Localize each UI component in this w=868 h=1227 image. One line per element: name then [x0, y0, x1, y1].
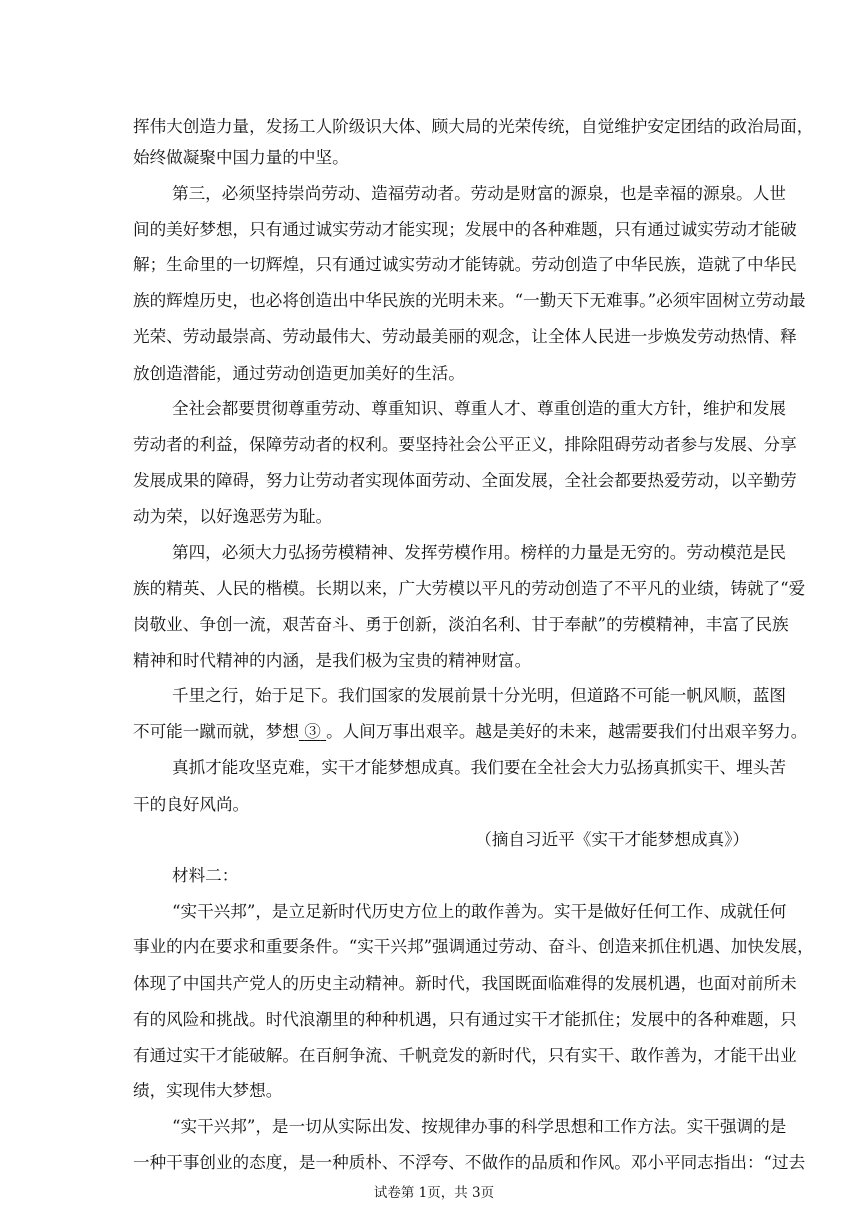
paragraph-start-line: 第三，必须坚持崇尚劳动、造福劳动者。劳动是财富的源泉，也是幸福的源泉。人世	[172, 184, 786, 203]
paragraph-start-line: 真抓才能攻坚克难，实干才能梦想成真。我们要在全社会大力弘扬真抓实干、埋头苦	[172, 758, 786, 777]
text-line: 发展成果的障碍，努力让劳动者实现体面劳动、全面发展，全社会都要热爱劳动，以辛勤劳	[133, 471, 797, 490]
paragraph-start-line: “实干兴邦”，是一切从实际出发、按规律办事的科学思想和工作方法。实干强调的是	[172, 1117, 787, 1136]
text-line: 绩，实现伟大梦想。	[133, 1081, 283, 1100]
paragraph-start-line: 全社会都要贯彻尊重劳动、尊重知识、尊重人才、尊重创造的重大方针，维护和发展	[172, 399, 786, 418]
paragraph-start-line: 千里之行，始于足下。我们国家的发展前景十分光明，但道路不可能一帆风顺，蓝图	[172, 686, 786, 705]
text-line: 族的辉煌历史，也必将创造出中华民族的光明未来。“一勤天下无难事。”必须牢固树立劳动最	[133, 291, 806, 310]
text-line: 干的良好风尚。	[133, 795, 250, 814]
page-footer: 试卷第 1页，共 3页	[373, 1185, 495, 1201]
fill-in-blank	[299, 722, 326, 741]
text-segment: 不可能一蹴而就，梦想	[133, 722, 299, 741]
text-line: 岗敬业、争创一流，艰苦奋斗、勇于创新，淡泊名利、甘于奉献”的劳模精神，丰富了民族	[133, 615, 789, 634]
text-line: 挥伟大创造力量，发扬工人阶级识大体、顾大局的光荣传统，自觉维护安定团结的政治局面，	[133, 117, 814, 136]
text-line	[133, 722, 808, 742]
text-line: 体现了中国共产党人的历史主动精神。新时代，我国既面临难得的发展机遇，也面对前所未	[133, 974, 797, 993]
text-segment: 。人间万事出艰辛。越是美好的未来，越需要我们付出艰辛努力。	[326, 722, 808, 741]
text-line: 有通过实干才能破解。在百舸争流、千帆竞发的新时代，只有实干、敢作善为，才能干出业	[133, 1046, 797, 1065]
text-line: 有的风险和挑战。时代浪潮里的种种机遇，只有通过实干才能抓住；发展中的各种难题，只	[133, 1010, 797, 1029]
text-line: 族的精英、人民的楷模。长期以来，广大劳模以平凡的劳动创造了不平凡的业绩，铸就了“爱	[133, 579, 806, 598]
text-line: 事业的内在要求和重要条件。“实干兴邦”强调通过劳动、奋斗、创造来抓住机遇、加快发展，	[133, 937, 814, 956]
text-line: 一种干事创业的态度，是一种质朴、不浮夸、不做作的品质和作风。邓小平同志指出：“过去	[133, 1153, 806, 1172]
section-heading: 材料二：	[172, 866, 239, 885]
text-line: 光荣、劳动最崇高、劳动最伟大、劳动最美丽的观念，让全体人民进一步焕发劳动热情、释	[133, 327, 797, 346]
source-citation: （摘自习近平《实干才能梦想成真》）	[475, 830, 749, 849]
text-line: 间的美好梦想，只有通过诚实劳动才能实现；发展中的各种难题，只有通过诚实劳动才能破	[133, 220, 797, 239]
paragraph-start-line: “实干兴邦”，是立足新时代历史方位上的敢作善为。实干是做好任何工作、成就任何	[172, 902, 787, 921]
paragraph-start-line: 第四，必须大力弘扬劳模精神、发挥劳模作用。榜样的力量是无穷的。劳动模范是民	[172, 543, 786, 562]
text-line: 精神和时代精神的内涵，是我们极为宝贵的精神财富。	[133, 651, 532, 670]
text-line: 劳动者的利益，保障劳动者的权利。要坚持社会公平正义，排除阻碍劳动者参与发展、分享	[133, 435, 797, 454]
text-line: 动为荣，以好逸恶劳为耻。	[133, 507, 333, 526]
text-line: 解；生命里的一切辉煌，只有通过诚实劳动才能铸就。劳动创造了中华民族，造就了中华民	[133, 255, 797, 274]
blank-number: ③	[304, 722, 321, 741]
text-line: 始终做凝聚中国力量的中坚。	[133, 148, 349, 167]
text-line: 放创造潜能，通过劳动创造更加美好的生活。	[133, 364, 465, 383]
